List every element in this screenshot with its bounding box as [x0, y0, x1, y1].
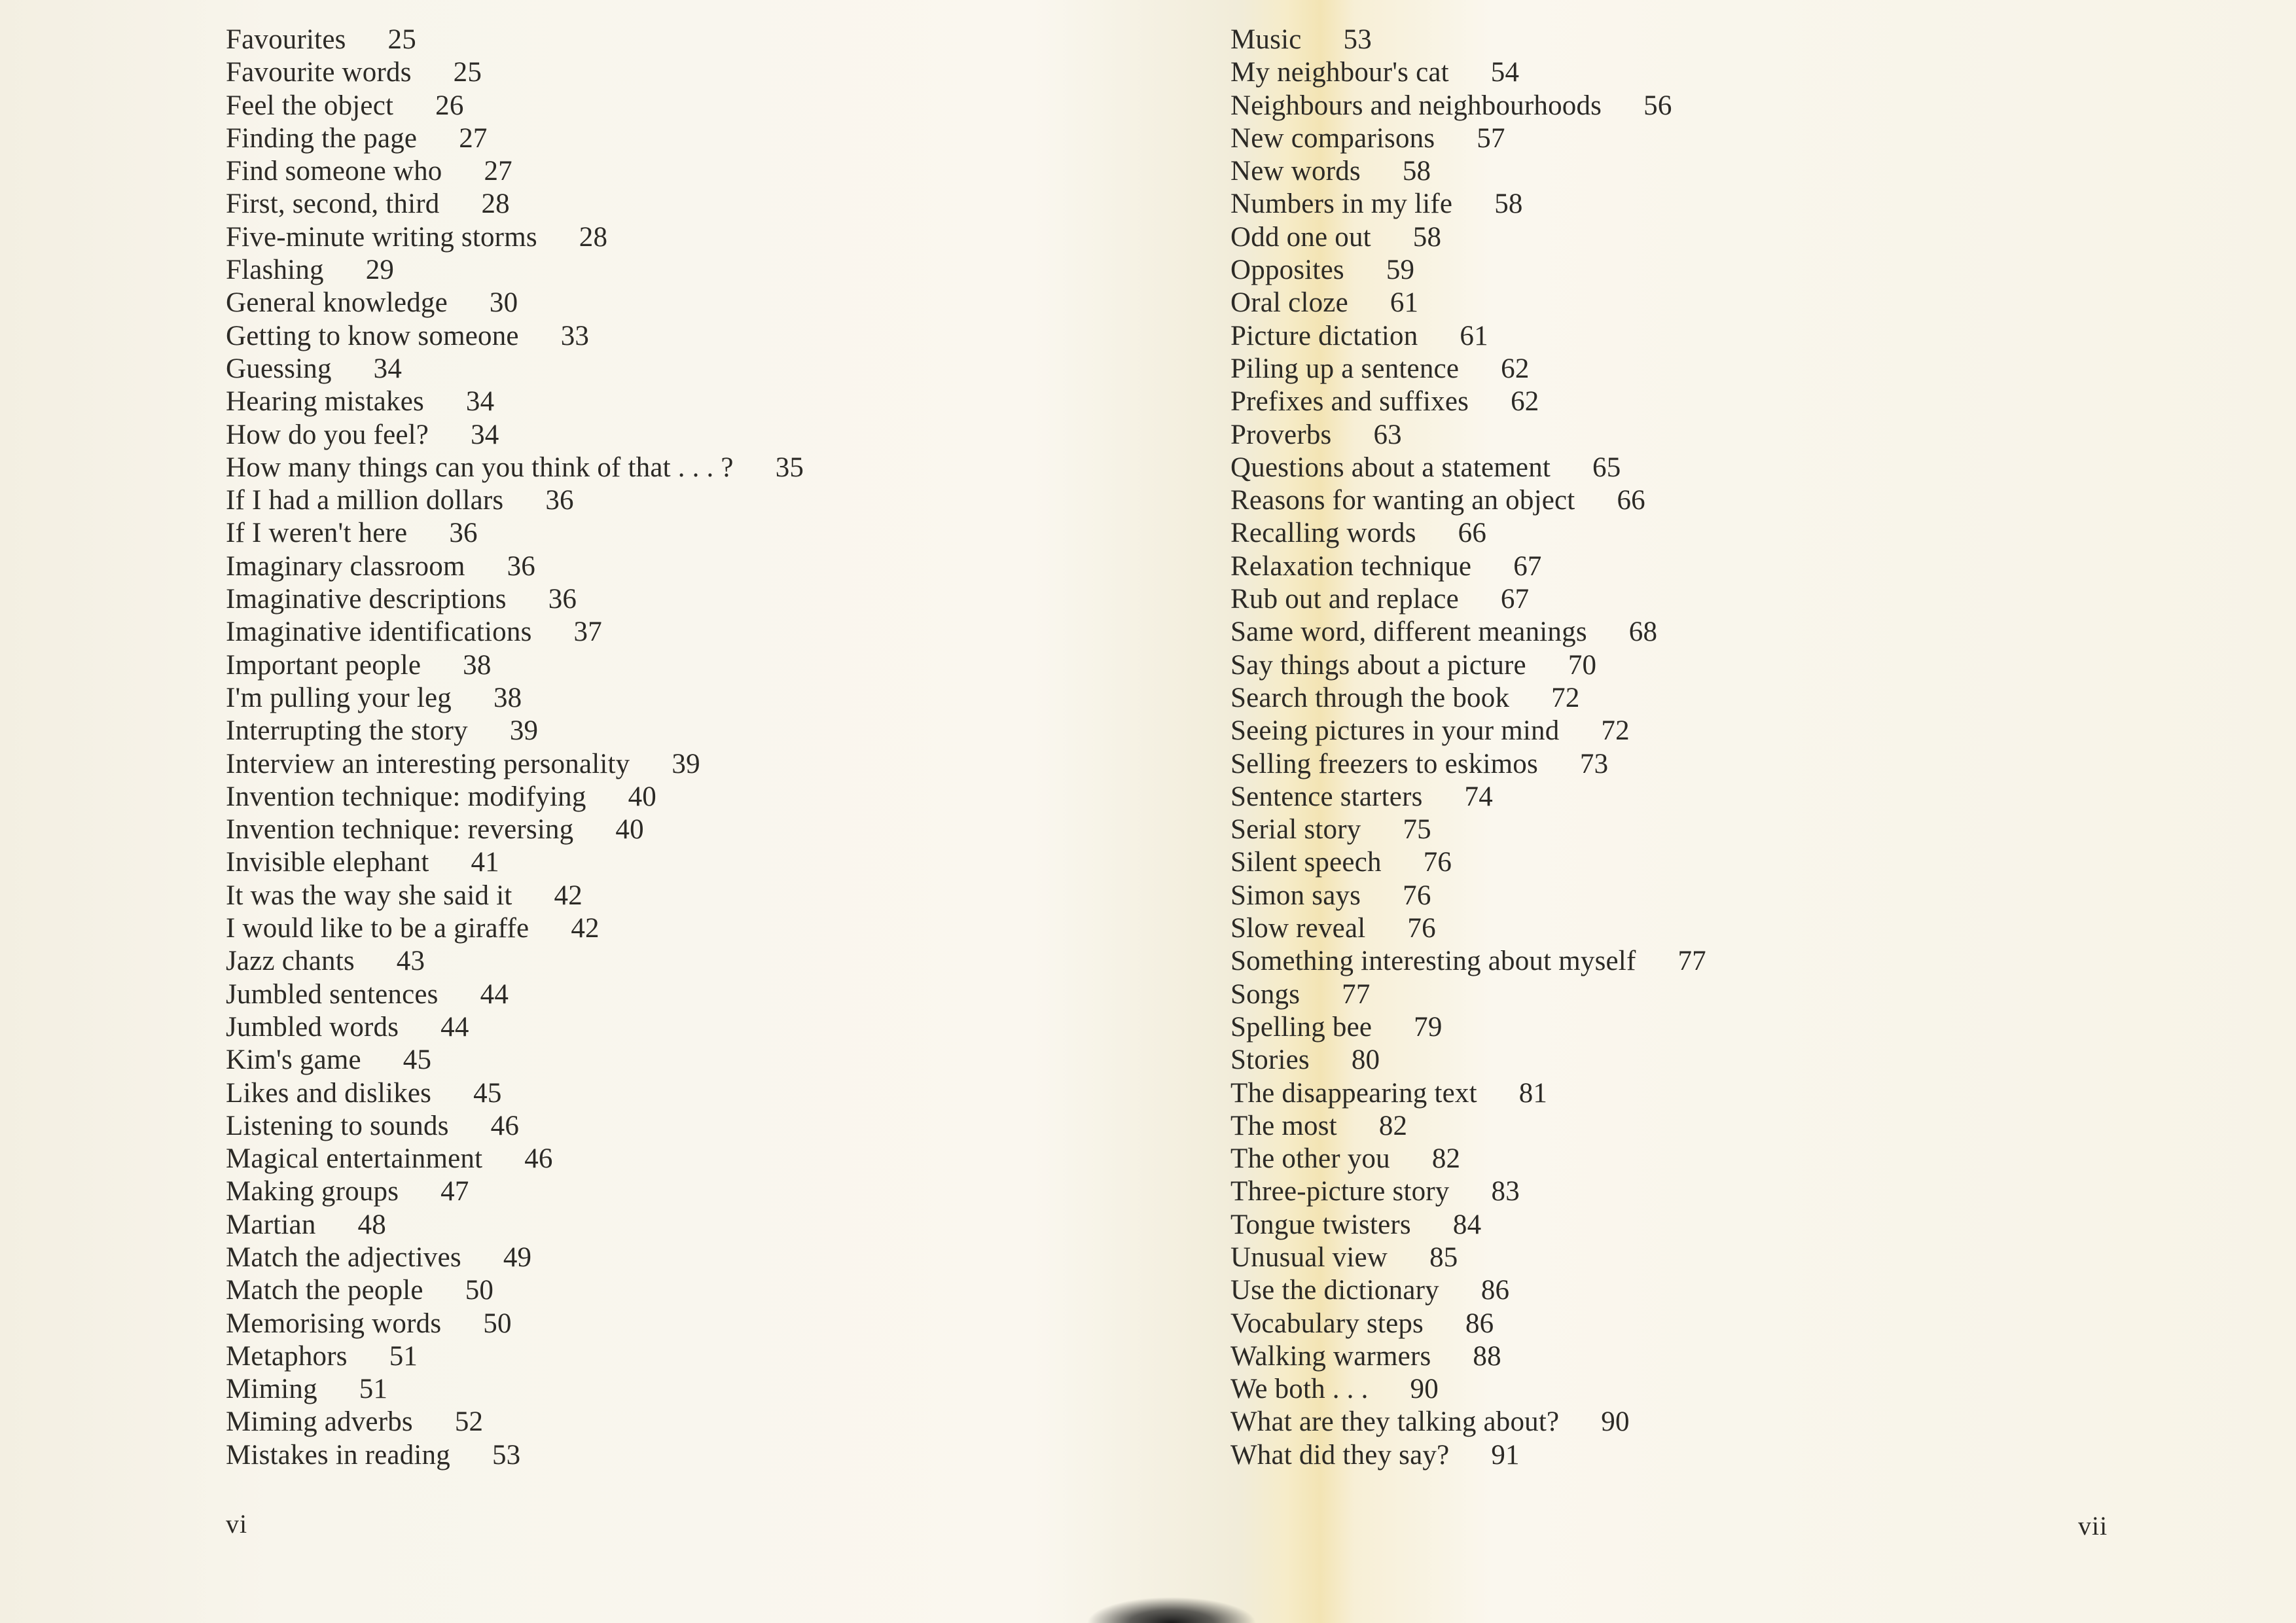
entry-page-number: 73 [1579, 748, 1609, 779]
entry-title: The disappearing text [1230, 1077, 1477, 1109]
entry-title: Search through the book [1230, 682, 1510, 713]
index-entry [1230, 649, 1706, 682]
index-entry [1230, 781, 1706, 813]
index-entry [1230, 517, 1706, 550]
entry-page-number: 57 [1477, 122, 1505, 154]
entry-page-number: 80 [1351, 1044, 1380, 1076]
entry-title: Selling freezers to eskimos [1230, 748, 1538, 779]
index-entry [226, 583, 804, 616]
entry-title: How do you feel? [226, 419, 429, 450]
entry-page-number: 46 [490, 1110, 520, 1141]
entry-title: Same word, different meanings [1230, 616, 1587, 648]
entry-page-number: 65 [1592, 452, 1621, 483]
index-entry [1230, 1274, 1706, 1307]
entry-title: What did they say? [1230, 1439, 1450, 1471]
entry-page-number: 47 [440, 1176, 469, 1207]
entry-page-number: 91 [1491, 1439, 1520, 1471]
entry-title: What are they talking about? [1230, 1406, 1560, 1438]
entry-title: Imaginative identifications [226, 616, 532, 648]
index-entry [1230, 254, 1706, 287]
entry-page-number: 36 [449, 518, 478, 549]
entry-title: Songs [1230, 978, 1300, 1010]
entry-page-number: 28 [481, 188, 510, 220]
entry-page-number: 82 [1431, 1143, 1461, 1175]
index-entry [226, 56, 804, 89]
entry-title: Mistakes in reading [226, 1439, 450, 1471]
entry-title: Simon says [1230, 880, 1361, 911]
index-entry [226, 1044, 804, 1077]
entry-page-number: 66 [1458, 518, 1487, 549]
entry-title: Numbers in my life [1230, 188, 1453, 220]
index-entry [226, 1439, 804, 1472]
index-entry [1230, 1175, 1706, 1208]
index-entry [1230, 1209, 1706, 1241]
entry-title: Three-picture story [1230, 1176, 1450, 1207]
entry-title: Questions about a statement [1230, 452, 1551, 483]
index-entry [226, 155, 804, 188]
entry-title: Silent speech [1230, 847, 1382, 878]
index-entry [226, 419, 804, 452]
entry-title: Seeing pictures in your mind [1230, 715, 1560, 747]
entry-title: I'm pulling your leg [226, 682, 452, 713]
index-entry [1230, 682, 1706, 715]
entry-page-number: 74 [1464, 781, 1493, 812]
index-entry [226, 254, 804, 287]
entry-page-number: 54 [1490, 57, 1520, 88]
entry-title: Favourite words [226, 57, 412, 88]
entry-page-number: 35 [775, 452, 804, 483]
entry-title: Prefixes and suffixes [1230, 386, 1469, 418]
index-entry [1230, 320, 1706, 353]
entry-page-number: 51 [389, 1340, 418, 1372]
entry-title: If I weren't here [226, 518, 408, 549]
right-index-list [1230, 24, 1706, 1472]
entry-page-number: 76 [1403, 880, 1431, 911]
index-entry [226, 616, 804, 649]
index-entry [1230, 616, 1706, 649]
entry-page-number: 34 [373, 353, 403, 384]
index-entry [1230, 846, 1706, 879]
entry-page-number: 49 [503, 1241, 532, 1273]
index-entry [1230, 90, 1706, 122]
entry-title: Sentence starters [1230, 781, 1423, 812]
index-entry [226, 649, 804, 682]
index-entry [226, 122, 804, 155]
entry-title: Something interesting about myself [1230, 946, 1636, 977]
entry-title: Favourites [226, 24, 346, 55]
index-entry [226, 1274, 804, 1307]
index-entry [1230, 912, 1706, 945]
entry-page-number: 34 [465, 386, 495, 418]
entry-title: New comparisons [1230, 122, 1435, 154]
index-entry [226, 90, 804, 122]
entry-title: Invention technique: reversing [226, 814, 574, 846]
index-entry [1230, 1340, 1706, 1373]
entry-title: Music [1230, 24, 1302, 55]
entry-page-number: 67 [1500, 584, 1530, 615]
index-entry [1230, 1241, 1706, 1274]
index-entry [1230, 1143, 1706, 1175]
entry-title: Likes and dislikes [226, 1077, 432, 1109]
index-entry [226, 1308, 804, 1340]
entry-title: First, second, third [226, 188, 440, 220]
entry-page-number: 83 [1491, 1176, 1520, 1207]
index-entry [226, 846, 804, 879]
right-page [1178, 0, 2296, 1623]
entry-title: We both . . . [1230, 1374, 1369, 1405]
entry-title: Walking warmers [1230, 1340, 1431, 1372]
entry-title: Rub out and replace [1230, 584, 1459, 615]
entry-page-number: 61 [1390, 287, 1419, 319]
entry-title: Making groups [226, 1176, 399, 1207]
entry-title: Recalling words [1230, 518, 1416, 549]
index-entry [1230, 353, 1706, 385]
entry-title: Odd one out [1230, 221, 1371, 253]
index-entry [1230, 1011, 1706, 1044]
entry-page-number: 42 [554, 880, 583, 911]
entry-page-number: 75 [1403, 814, 1431, 846]
entry-page-number: 27 [484, 156, 512, 187]
entry-title: Picture dictation [1230, 320, 1418, 351]
entry-page-number: 44 [440, 1011, 469, 1043]
entry-page-number: 36 [545, 485, 574, 516]
entry-page-number: 77 [1677, 946, 1706, 977]
index-entry [1230, 452, 1706, 484]
entry-page-number: 45 [403, 1044, 432, 1076]
entry-title: Five-minute writing storms [226, 221, 537, 253]
entry-title: Oral cloze [1230, 287, 1348, 319]
index-entry [1230, 715, 1706, 747]
entry-title: It was the way she said it [226, 880, 512, 911]
index-entry [1230, 155, 1706, 188]
entry-title: New words [1230, 156, 1361, 187]
index-entry [226, 912, 804, 945]
entry-page-number: 44 [480, 978, 509, 1010]
entry-title: Important people [226, 649, 422, 681]
entry-title: General knowledge [226, 287, 448, 319]
index-entry [226, 781, 804, 813]
entry-page-number: 58 [1494, 188, 1523, 220]
index-entry [1230, 978, 1706, 1011]
entry-title: Tongue twisters [1230, 1209, 1411, 1240]
entry-page-number: 48 [357, 1209, 386, 1240]
entry-page-number: 41 [471, 847, 499, 878]
entry-page-number: 90 [1601, 1406, 1630, 1438]
index-entry [226, 320, 804, 353]
entry-title: The most [1230, 1110, 1337, 1141]
index-entry [226, 221, 804, 254]
entry-page-number: 85 [1429, 1241, 1458, 1273]
entry-title: The other you [1230, 1143, 1390, 1175]
entry-page-number: 28 [579, 221, 608, 253]
entry-page-number: 50 [465, 1275, 494, 1306]
index-entry [226, 353, 804, 385]
entry-page-number: 53 [1343, 24, 1372, 55]
entry-title: Finding the page [226, 122, 418, 154]
index-entry [1230, 583, 1706, 616]
entry-page-number: 27 [459, 122, 488, 154]
entry-page-number: 51 [359, 1374, 388, 1405]
index-entry [226, 24, 804, 56]
entry-title: Piling up a sentence [1230, 353, 1460, 384]
index-entry [226, 1340, 804, 1373]
index-entry [1230, 1044, 1706, 1077]
entry-title: Opposites [1230, 255, 1344, 286]
index-entry [226, 748, 804, 781]
entry-page-number: 58 [1402, 156, 1431, 187]
index-entry [226, 813, 804, 846]
entry-page-number: 88 [1473, 1340, 1501, 1372]
entry-title: Find someone who [226, 156, 442, 187]
index-entry [1230, 419, 1706, 452]
index-entry [1230, 748, 1706, 781]
entry-title: Reasons for wanting an object [1230, 485, 1575, 516]
index-entry [226, 880, 804, 912]
entry-page-number: 26 [435, 90, 464, 121]
entry-page-number: 34 [471, 419, 499, 450]
entry-title: Magical entertainment [226, 1143, 483, 1175]
entry-page-number: 25 [387, 24, 416, 55]
entry-title: Guessing [226, 353, 332, 384]
entry-title: Stories [1230, 1044, 1310, 1076]
left-page-number: vi [226, 1509, 248, 1539]
entry-page-number: 62 [1501, 353, 1530, 384]
right-page-number: vii [2078, 1511, 2108, 1541]
entry-title: Say things about a picture [1230, 649, 1526, 681]
entry-page-number: 37 [573, 616, 602, 648]
index-entry [1230, 1308, 1706, 1340]
entry-title: Getting to know someone [226, 320, 519, 351]
entry-title: Match the people [226, 1275, 423, 1306]
entry-page-number: 70 [1568, 649, 1597, 681]
entry-page-number: 30 [489, 287, 518, 319]
entry-page-number: 86 [1465, 1308, 1494, 1339]
entry-page-number: 38 [493, 682, 522, 713]
index-entry [1230, 1110, 1706, 1143]
entry-page-number: 42 [571, 913, 600, 944]
entry-page-number: 39 [509, 715, 539, 747]
index-entry [1230, 287, 1706, 319]
index-entry [1230, 1373, 1706, 1406]
entry-page-number: 90 [1410, 1374, 1439, 1405]
entry-page-number: 25 [453, 57, 482, 88]
entry-title: Vocabulary steps [1230, 1308, 1424, 1339]
entry-title: Listening to sounds [226, 1110, 449, 1141]
index-entry [226, 484, 804, 517]
entry-title: Relaxation technique [1230, 550, 1472, 582]
index-entry [1230, 945, 1706, 978]
entry-page-number: 68 [1628, 616, 1658, 648]
entry-title: Proverbs [1230, 419, 1332, 450]
entry-title: Kim's game [226, 1044, 361, 1076]
entry-title: Jumbled words [226, 1011, 399, 1043]
index-entry [226, 452, 804, 484]
entry-page-number: 63 [1373, 419, 1402, 450]
entry-page-number: 59 [1386, 255, 1415, 286]
index-entry [1230, 1077, 1706, 1110]
index-entry [226, 1011, 804, 1044]
entry-page-number: 67 [1513, 550, 1542, 582]
entry-title: Slow reveal [1230, 913, 1366, 944]
entry-title: Unusual view [1230, 1241, 1388, 1273]
left-index-list [226, 24, 804, 1472]
entry-page-number: 58 [1412, 221, 1442, 253]
index-entry [226, 945, 804, 978]
index-entry [226, 715, 804, 747]
index-entry [226, 1373, 804, 1406]
index-entry [226, 550, 804, 583]
entry-title: Spelling bee [1230, 1011, 1372, 1043]
entry-title: Miming adverbs [226, 1406, 413, 1438]
entry-title: Invisible elephant [226, 847, 429, 878]
entry-page-number: 84 [1452, 1209, 1482, 1240]
entry-page-number: 81 [1518, 1077, 1548, 1109]
index-entry [1230, 880, 1706, 912]
index-entry [226, 1077, 804, 1110]
entry-title: I would like to be a giraffe [226, 913, 529, 944]
index-entry [1230, 1406, 1706, 1438]
entry-page-number: 33 [560, 320, 590, 351]
entry-page-number: 77 [1342, 978, 1371, 1010]
entry-page-number: 53 [492, 1439, 521, 1471]
index-entry [226, 1209, 804, 1241]
entry-page-number: 76 [1407, 913, 1436, 944]
entry-title: Interview an interesting personality [226, 748, 630, 779]
entry-title: Imaginative descriptions [226, 584, 507, 615]
entry-page-number: 76 [1423, 847, 1452, 878]
entry-title: Flashing [226, 255, 324, 286]
entry-page-number: 86 [1480, 1275, 1510, 1306]
index-entry [1230, 385, 1706, 418]
entry-page-number: 56 [1643, 90, 1672, 121]
entry-title: Neighbours and neighbourhoods [1230, 90, 1602, 121]
index-entry [1230, 188, 1706, 221]
entry-title: If I had a million dollars [226, 485, 504, 516]
entry-page-number: 62 [1511, 386, 1539, 418]
entry-page-number: 66 [1617, 485, 1645, 516]
entry-page-number: 38 [463, 649, 492, 681]
index-entry [226, 287, 804, 319]
entry-title: Martian [226, 1209, 316, 1240]
entry-page-number: 46 [524, 1143, 553, 1175]
entry-page-number: 50 [483, 1308, 512, 1339]
entry-title: Match the adjectives [226, 1241, 461, 1273]
index-entry [1230, 221, 1706, 254]
index-entry [1230, 56, 1706, 89]
index-entry [1230, 813, 1706, 846]
entry-page-number: 43 [396, 946, 425, 977]
entry-page-number: 39 [672, 748, 700, 779]
index-entry [226, 517, 804, 550]
entry-page-number: 52 [454, 1406, 484, 1438]
entry-page-number: 40 [628, 781, 656, 812]
entry-title: Use the dictionary [1230, 1275, 1439, 1306]
index-entry [226, 1175, 804, 1208]
entry-page-number: 29 [365, 255, 395, 286]
entry-title: How many things can you think of that . . . ? [226, 452, 734, 483]
entry-title: Jazz chants [226, 946, 355, 977]
entry-page-number: 40 [615, 814, 644, 846]
entry-title: Invention technique: modifying [226, 781, 586, 812]
entry-title: Feel the object [226, 90, 394, 121]
index-entry [226, 682, 804, 715]
entry-page-number: 82 [1378, 1110, 1408, 1141]
entry-page-number: 72 [1551, 682, 1580, 713]
entry-title: Memorising words [226, 1308, 442, 1339]
entry-title: Interrupting the story [226, 715, 468, 747]
entry-page-number: 36 [548, 584, 577, 615]
index-entry [1230, 484, 1706, 517]
entry-title: Imaginary classroom [226, 550, 465, 582]
entry-title: My neighbour's cat [1230, 57, 1449, 88]
entry-page-number: 36 [507, 550, 536, 582]
index-entry [226, 1406, 804, 1438]
index-entry [226, 1241, 804, 1274]
index-entry [1230, 24, 1706, 56]
entry-title: Miming [226, 1374, 317, 1405]
entry-title: Metaphors [226, 1340, 348, 1372]
index-entry [226, 1143, 804, 1175]
entry-page-number: 61 [1460, 320, 1488, 351]
entry-page-number: 72 [1601, 715, 1630, 747]
entry-page-number: 79 [1414, 1011, 1443, 1043]
index-entry [226, 385, 804, 418]
entry-title: Serial story [1230, 814, 1361, 846]
index-entry [1230, 550, 1706, 583]
entry-title: Hearing mistakes [226, 386, 424, 418]
index-entry [226, 978, 804, 1011]
index-entry [1230, 122, 1706, 155]
entry-title: Jumbled sentences [226, 978, 439, 1010]
index-entry [226, 1110, 804, 1143]
index-entry [1230, 1439, 1706, 1472]
index-entry [226, 188, 804, 221]
entry-page-number: 45 [473, 1077, 502, 1109]
